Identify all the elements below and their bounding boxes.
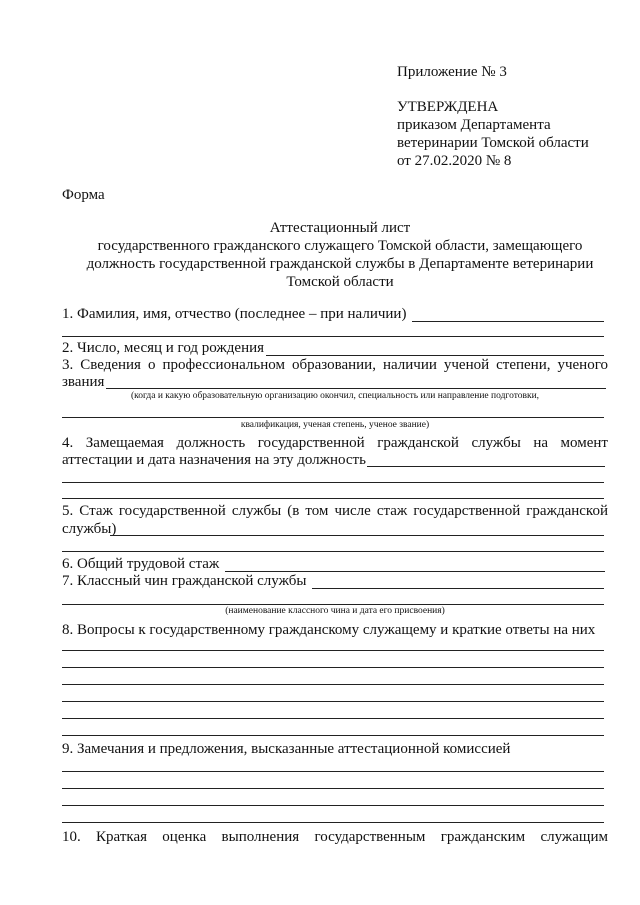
item-6-label: 6. Общий трудовой стаж — [62, 556, 220, 572]
title-line-4: Томской области — [286, 274, 394, 290]
item-3-label-line-1: 3. Сведения о профессиональном образовании, наличии ученой степени, ученого — [62, 357, 608, 373]
item-9-answer-line-1[interactable] — [62, 771, 604, 772]
item-5-extra-line[interactable] — [62, 551, 604, 552]
item-4-label-line-2: аттестации и дата назначения на эту должность — [62, 452, 366, 468]
item-9-answer-line-4[interactable] — [62, 822, 604, 823]
form-label: Форма — [62, 187, 105, 203]
item-3-hint-2: квалификация, ученая степень, ученое звание) — [240, 420, 430, 430]
item-5-input-line[interactable] — [110, 535, 604, 536]
item-3-input-line[interactable] — [106, 388, 606, 389]
item-6-input-line[interactable] — [225, 571, 605, 572]
item-8-answer-line-4[interactable] — [62, 701, 604, 702]
item-8-answer-line-6[interactable] — [62, 735, 604, 736]
item-8-answer-line-5[interactable] — [62, 718, 604, 719]
title-line-2: государственного гражданского служащего Томской области, замещающего — [97, 238, 583, 254]
item-3-hint-1: (когда и какую образовательную организацию окончил, специальность или направление подготовки, — [130, 391, 540, 401]
item-1-input-line[interactable] — [412, 321, 604, 322]
item-10-label: 10. Краткая оценка выполнения государственным гражданским служащим — [62, 829, 608, 845]
item-2-input-line[interactable] — [266, 355, 604, 356]
order-date: от 27.02.2020 № 8 — [397, 153, 512, 169]
item-7-input-line[interactable] — [312, 588, 604, 589]
item-7-label: 7. Классный чин гражданской службы — [62, 573, 307, 589]
item-4-extra-line-1[interactable] — [62, 482, 604, 483]
item-1-extra-line[interactable] — [62, 336, 604, 337]
item-4-input-line[interactable] — [367, 466, 605, 467]
item-8-answer-line-3[interactable] — [62, 684, 604, 685]
item-8-answer-line-2[interactable] — [62, 667, 604, 668]
item-7-extra-line[interactable] — [62, 604, 604, 605]
item-4-extra-line-2[interactable] — [62, 498, 604, 499]
item-9-answer-line-2[interactable] — [62, 788, 604, 789]
item-9-label: 9. Замечания и предложения, высказанные аттестационной комиссией — [62, 741, 511, 757]
order-line-1: приказом Департамента — [397, 117, 551, 133]
item-3-extra-line[interactable] — [62, 417, 604, 418]
title-line-1: Аттестационный лист — [269, 220, 411, 236]
item-7-hint: (наименование классного чина и дата его присвоения) — [225, 606, 445, 616]
item-2-label: 2. Число, месяц и год рождения — [62, 340, 265, 356]
item-5-label-line-2: службы) — [62, 521, 117, 537]
appendix-number: Приложение № 3 — [397, 64, 507, 80]
title-line-3: должность государственной гражданской службы в Департаменте ветеринарии — [86, 256, 594, 272]
item-5-label-line-1: 5. Стаж государственной службы (в том числе стаж государственной гражданской — [62, 503, 608, 519]
item-8-label: 8. Вопросы к государственному гражданскому служащему и краткие ответы на них — [62, 622, 596, 638]
item-9-answer-line-3[interactable] — [62, 805, 604, 806]
approved-label: УТВЕРЖДЕНА — [397, 99, 499, 115]
item-3-label-line-2: звания — [62, 374, 105, 390]
item-1-label: 1. Фамилия, имя, отчество (последнее – при наличии) — [62, 306, 407, 322]
order-line-2: ветеринарии Томской области — [397, 135, 589, 151]
item-4-label-line-1: 4. Замещаемая должность государственной гражданской службы на момент — [62, 435, 608, 451]
item-8-answer-line-1[interactable] — [62, 650, 604, 651]
